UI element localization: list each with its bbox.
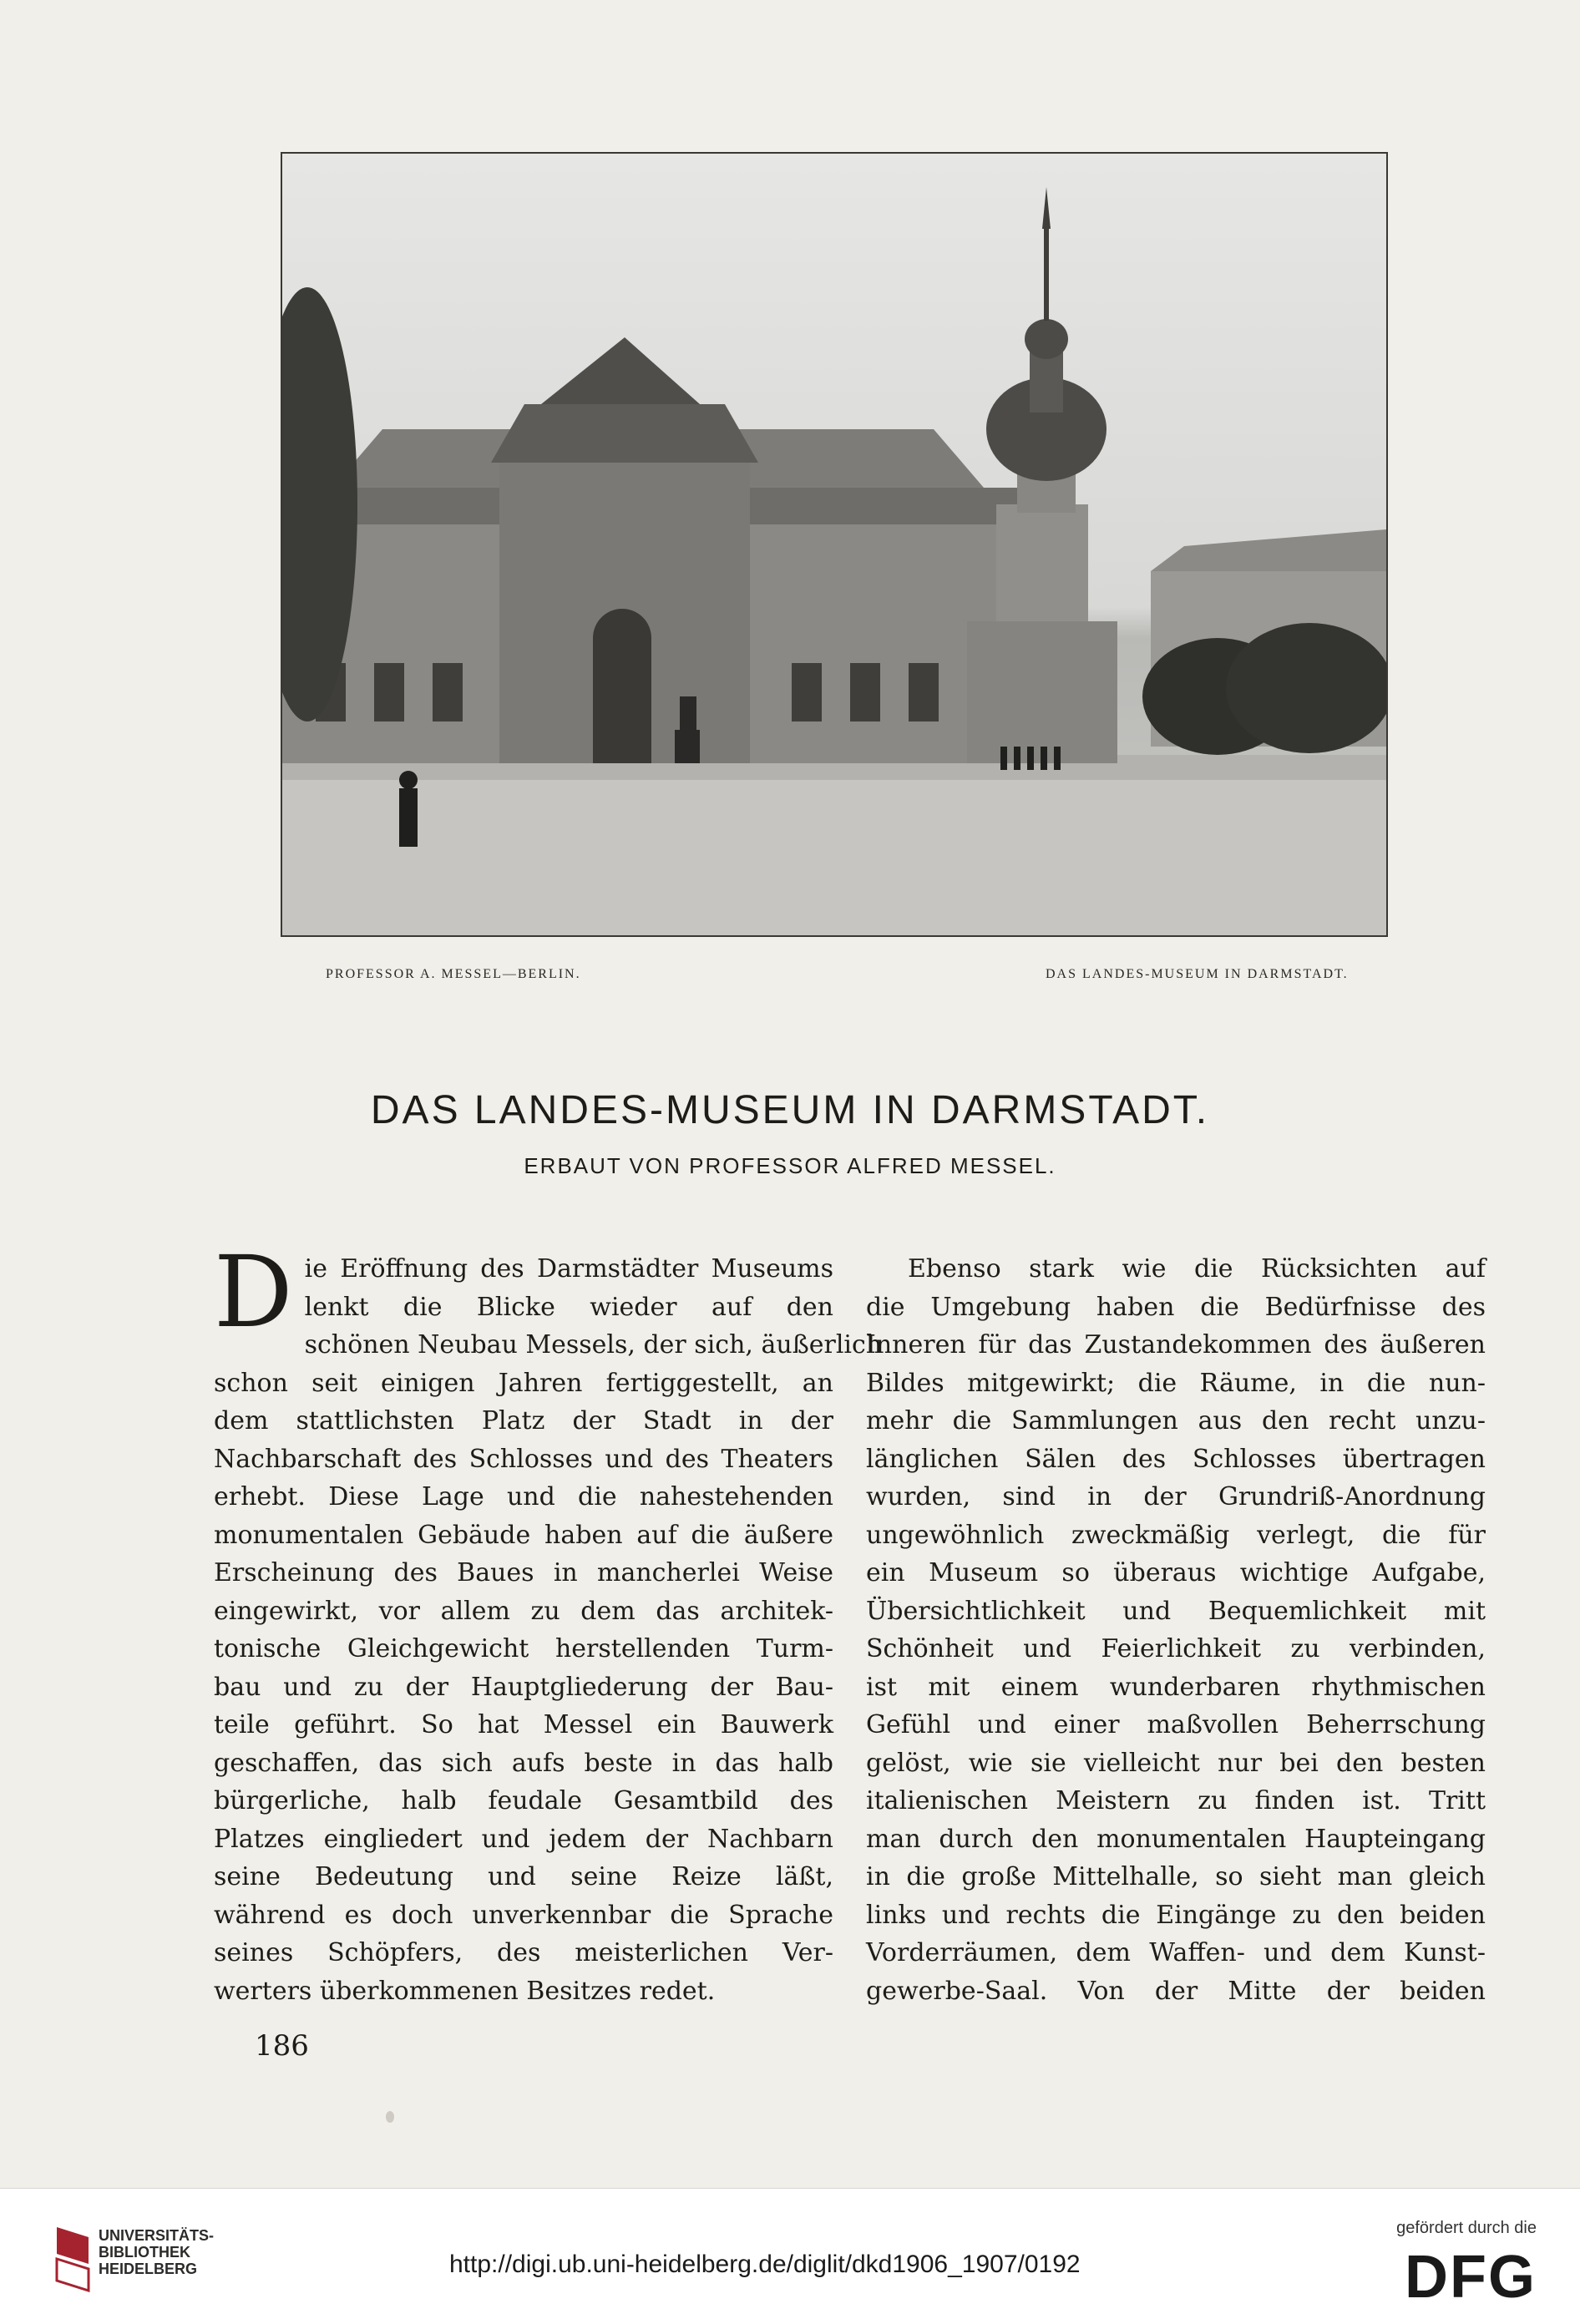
text-line: wurden, sind in der Grundriß-Anordnung: [866, 1482, 1486, 1511]
text-line: bau und zu der Hauptgliederung der Bau-: [214, 1672, 833, 1702]
text-line: Übersichtlichkeit und Bequemlichkeit mit: [866, 1596, 1486, 1626]
text-line: Ebenso stark wie die Rücksichten auf: [908, 1254, 1486, 1284]
library-name-line: BIBLIOTHEK: [99, 2244, 190, 2261]
text-line: Schönheit und Feierlichkeit zu verbinden,: [866, 1634, 1486, 1663]
text-line: Gefühl und einer maßvollen Beherrschung: [866, 1710, 1486, 1739]
text-line: ungewöhnlich zweckmäßig verlegt, die für: [866, 1520, 1486, 1550]
text-line: schönen Neubau Messels, der sich, äußerlich: [304, 1330, 883, 1359]
library-name[interactable]: [99, 2227, 214, 2277]
museum-photo-drawing: [282, 154, 1386, 935]
page-number: 186: [255, 2029, 309, 2063]
drop-cap: D: [214, 1234, 293, 1349]
photo-caption-subject: DAS LANDES-MUSEUM IN DARMSTADT.: [1046, 967, 1349, 981]
museum-photograph: [281, 152, 1388, 937]
text-line: Erscheinung des Baues in mancherlei Weise: [214, 1558, 833, 1587]
left-text-column: [214, 1234, 883, 2010]
text-line: eingewirkt, vor allem zu dem das architek-: [214, 1596, 833, 1626]
text-line: ie Eröffnung des Darmstädter Museums: [304, 1254, 833, 1284]
text-line: italienischen Meistern zu finden ist. Tritt: [866, 1786, 1486, 1815]
text-line: die Umgebung haben die Bedürfnisse des: [866, 1292, 1486, 1322]
photo-caption-architect: PROFESSOR A. MESSEL—BERLIN.: [326, 967, 581, 981]
article-subtitle: ERBAUT VON PROFESSOR ALFRED MESSEL.: [524, 1153, 1056, 1178]
right-text-column: [866, 1250, 1486, 2010]
dfg-logo[interactable]: DFG: [1405, 2244, 1537, 2311]
text-line: Platzes eingliedert und jedem der Nachbarn: [214, 1824, 833, 1854]
text-line: erhebt. Diese Lage und die nahestehenden: [214, 1482, 833, 1511]
text-line: Bildes mitgewirkt; die Räume, in die nun-: [866, 1368, 1486, 1398]
text-line: teile geführt. So hat Messel ein Bauwerk: [214, 1710, 833, 1739]
text-line: seines Schöpfers, des meisterlichen Ver-: [214, 1938, 833, 1967]
article-title: DAS LANDES-MUSEUM IN DARMSTADT.: [370, 1088, 1210, 1132]
text-line: ein Museum so überaus wichtige Aufgabe,: [866, 1558, 1486, 1587]
text-line: monumentalen Gebäude haben auf die äußere: [214, 1520, 833, 1550]
text-line: mehr die Sammlungen aus den recht unzu-: [866, 1406, 1486, 1435]
text-line: Nachbarschaft des Schlosses und des Theaters: [214, 1444, 833, 1474]
library-name-line: UNIVERSITÄTS-: [99, 2227, 215, 2244]
text-line: Vorderräumen, dem Waffen- und dem Kunst-: [866, 1938, 1486, 1967]
text-line: gewerbe-Saal. Von der Mitte der beiden: [866, 1976, 1486, 2006]
text-line: gelöst, wie sie vielleicht nur bei den besten: [866, 1748, 1486, 1778]
text-line: in die große Mittelhalle, so sieht man gleich: [866, 1862, 1486, 1891]
text-line: Inneren für das Zustandekommen des äußeren: [866, 1330, 1486, 1359]
text-line: während es doch unverkennbar die Sprache: [214, 1900, 833, 1930]
library-name-line: HEIDELBERG: [99, 2261, 198, 2277]
permalink-url[interactable]: http://digi.ub.uni-heidelberg.de/diglit/dkd1906_1907/0192: [449, 2251, 1081, 2278]
text-line: man durch den monumentalen Haupteingang: [866, 1824, 1486, 1854]
paper-speck: [386, 2111, 394, 2123]
text-line: tonische Gleichgewicht herstellenden Turm-: [214, 1634, 833, 1663]
text-line: länglichen Sälen des Schlosses übertragen: [866, 1444, 1486, 1474]
text-line: schon seit einigen Jahren fertiggestellt, an: [214, 1368, 833, 1398]
text-line: lenkt die Blicke wieder auf den: [304, 1292, 833, 1322]
text-line: links und rechts die Eingänge zu den beiden: [866, 1900, 1486, 1930]
text-line: bürgerliche, halb feudale Gesamtbild des: [214, 1786, 833, 1815]
text-line: ist mit einem wunderbaren rhythmischen: [866, 1672, 1486, 1702]
viewer-footer: [0, 2188, 1580, 2324]
text-line: seine Bedeutung und seine Reize läßt,: [214, 1862, 833, 1891]
text-line: geschaffen, das sich aufs beste in das halb: [214, 1748, 833, 1778]
text-line: werters überkommenen Besitzes redet.: [214, 1976, 716, 2006]
text-line: dem stattlichsten Platz der Stadt in der: [214, 1406, 833, 1435]
ub-heidelberg-logo-icon[interactable]: [55, 2225, 92, 2292]
funding-note: gefördert durch die: [1396, 2219, 1537, 2237]
